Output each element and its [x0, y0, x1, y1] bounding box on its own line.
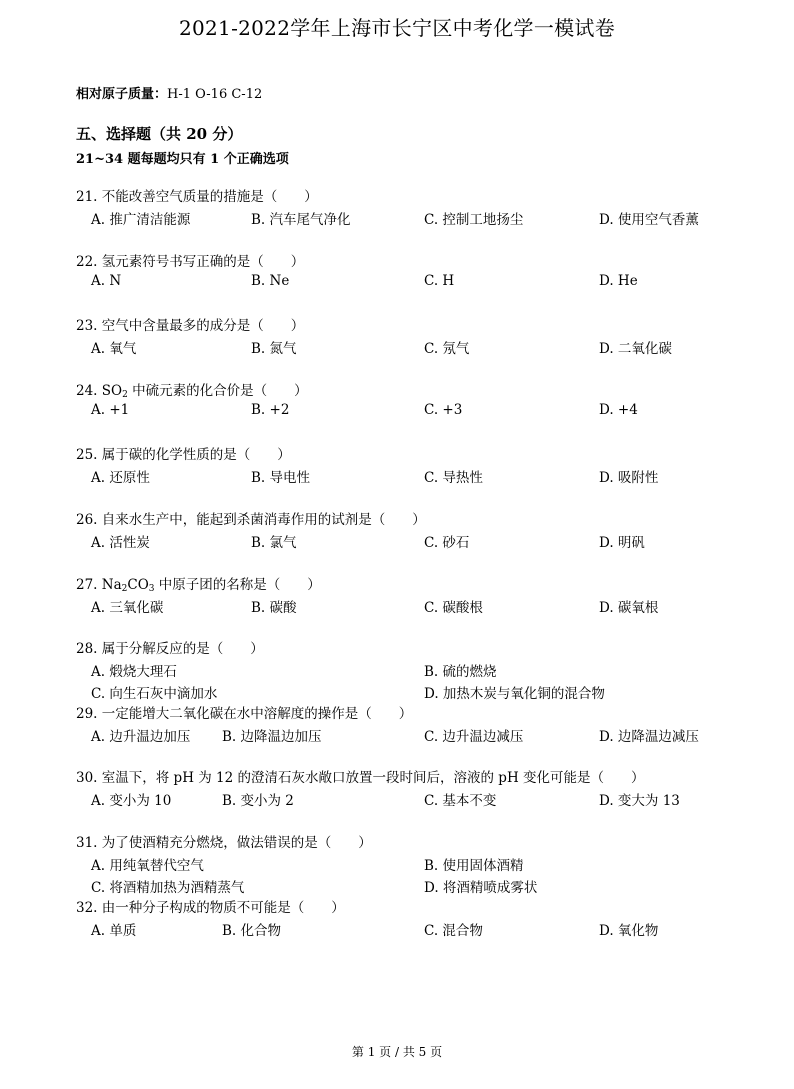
option-d: D. 二氧化碳 — [599, 341, 672, 358]
option-a: A. 煅烧大理石 — [91, 664, 177, 681]
option-a: A. 氧气 — [91, 341, 137, 358]
option-b: B. 化合物 — [222, 922, 282, 939]
section-instruction: 21~34 题每题均只有 1 个正确选项 — [76, 152, 289, 167]
option-c: C. 导热性 — [424, 470, 483, 487]
question-31 — [76, 831, 756, 896]
option-c: C. 向生石灰中滴加水 — [91, 686, 218, 703]
atomic-mass-line — [76, 83, 262, 102]
option-d: D. 吸附性 — [599, 470, 659, 487]
option-d: D. +4 — [599, 401, 638, 418]
option-c: C. 混合物 — [424, 922, 483, 939]
stem-text: 中原子团的名称是（ ） — [154, 576, 321, 593]
option-b: B. +2 — [251, 401, 290, 418]
question-29 — [76, 702, 756, 767]
option-a: A. 还原性 — [91, 470, 150, 487]
option-d: D. 使用空气香薰 — [599, 212, 699, 228]
subscript: 3 — [148, 583, 155, 594]
stem-text: 中硫元素的化合价是（ ） — [127, 382, 308, 399]
question-stem: 30. 室温下，将 pH 为 12 的澄清石灰水敞口放置一段时间后，溶液的 pH 变化可能是（ ） — [76, 770, 645, 787]
atomic-mass-values: H-1 O-16 C-12 — [167, 87, 263, 102]
page-title: 2021-2022学年上海市长宁区中考化学一模试卷 — [178, 16, 616, 40]
question-28 — [76, 637, 756, 702]
option-d: D. 氧化物 — [599, 922, 659, 939]
option-d: D. 明矾 — [599, 534, 645, 551]
option-a: A. 边升温边加压 — [91, 728, 191, 745]
stem-text: 24. SO — [76, 382, 123, 399]
option-b: B. 汽车尾气净化 — [251, 212, 351, 228]
option-c: C. 控制工地扬尘 — [424, 212, 524, 228]
subscript: 2 — [121, 583, 128, 594]
option-d: D. 将酒精喷成雾状 — [424, 879, 538, 896]
option-a: A. 用纯氧替代空气 — [91, 857, 204, 874]
option-b: B. 导电性 — [251, 470, 311, 487]
question-24 — [76, 379, 756, 444]
option-c: C. 砂石 — [424, 534, 470, 551]
option-b: B. 变小为 2 — [222, 793, 294, 810]
option-c: C. 碳酸根 — [424, 599, 483, 616]
option-a: A. 单质 — [91, 922, 137, 939]
option-c: C. 基本不变 — [424, 793, 497, 810]
option-b: B. 氯气 — [251, 534, 297, 551]
question-26 — [76, 508, 756, 573]
atomic-mass-label: 相对原子质量： — [76, 87, 168, 102]
question-27 — [76, 573, 756, 638]
option-c: C. H — [424, 272, 455, 289]
section-title: 五、选择题（共 20 分） — [76, 125, 243, 143]
question-stem: 32. 由一种分子构成的物质不可能是（ ） — [76, 899, 345, 916]
question-stem — [76, 573, 321, 593]
stem-text: CO — [127, 576, 149, 593]
option-b: B. 使用固体酒精 — [424, 857, 524, 874]
question-stem: 21. 不能改善空气质量的措施是（ ） — [76, 189, 318, 205]
question-23 — [76, 314, 756, 379]
option-a: A. 变小为 10 — [91, 793, 172, 810]
option-a: A. 三氧化碳 — [91, 599, 164, 616]
option-d: D. 加热木炭与氧化铜的混合物 — [424, 686, 605, 703]
question-stem: 31. 为了使酒精充分燃烧，做法错误的是（ ） — [76, 834, 372, 851]
option-b: B. 碳酸 — [251, 599, 297, 616]
option-a: A. N — [91, 272, 122, 289]
option-a: A. +1 — [91, 401, 130, 418]
question-stem — [76, 379, 308, 399]
question-list — [76, 185, 756, 960]
option-c: C. 将酒精加热为酒精蒸气 — [91, 879, 245, 896]
option-c: C. +3 — [424, 401, 463, 418]
option-b: B. 氮气 — [251, 341, 297, 358]
option-b: B. 硫的燃烧 — [424, 664, 497, 681]
option-d: D. He — [599, 272, 638, 289]
option-d: D. 边降温边减压 — [599, 728, 699, 745]
question-stem: 22. 氢元素符号书写正确的是（ ） — [76, 253, 305, 270]
option-c: C. 氖气 — [424, 341, 470, 358]
option-d: D. 碳氧根 — [599, 599, 659, 616]
option-a: A. 活性炭 — [91, 534, 150, 551]
question-stem: 23. 空气中含量最多的成分是（ ） — [76, 318, 305, 335]
option-b: B. Ne — [251, 272, 290, 289]
option-d: D. 变大为 13 — [599, 793, 680, 810]
question-25 — [76, 443, 756, 508]
page-number: 第 1 页 / 共 5 页 — [351, 1045, 443, 1059]
question-32 — [76, 896, 756, 961]
option-b: B. 边降温边加压 — [222, 728, 322, 745]
stem-text: 27. Na — [76, 576, 122, 593]
question-21 — [76, 185, 756, 250]
question-22 — [76, 250, 756, 315]
question-stem: 25. 属于碳的化学性质的是（ ） — [76, 447, 291, 464]
question-stem: 28. 属于分解反应的是（ ） — [76, 641, 264, 658]
question-stem: 26. 自来水生产中，能起到杀菌消毒作用的试剂是（ ） — [76, 511, 426, 528]
subscript: 2 — [122, 389, 128, 400]
question-30 — [76, 766, 756, 831]
option-a: A. 推广清洁能源 — [91, 212, 191, 228]
option-c: C. 边升温边减压 — [424, 728, 524, 745]
question-stem: 29. 一定能增大二氧化碳在水中溶解度的操作是（ ） — [76, 705, 413, 722]
